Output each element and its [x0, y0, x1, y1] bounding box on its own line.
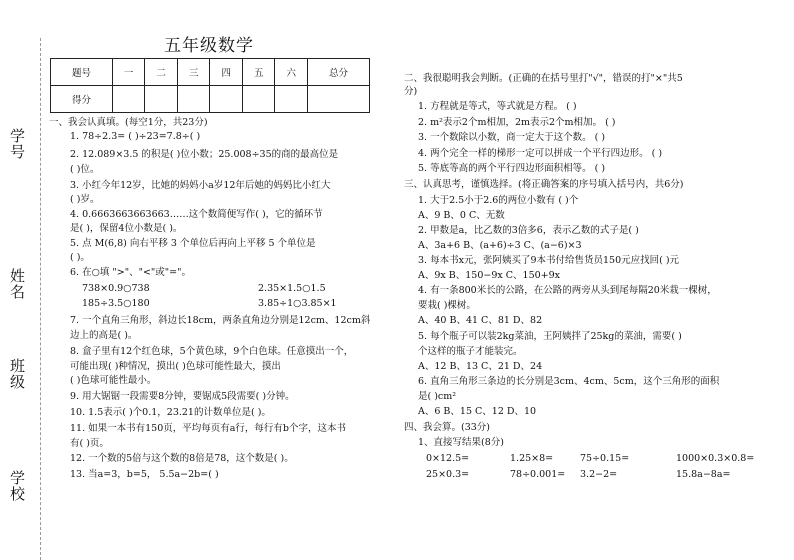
choice-question: 3. 每本书x元，张阿姨买了9本书付给售货员150元应找回( )元 [418, 255, 680, 266]
calc-item: 25×0.3= [426, 469, 470, 480]
score-row-label: 得分 [51, 86, 113, 113]
choice-options: A、9 B、0 C、无数 [418, 210, 505, 221]
section-2-heading-cont: 分) [404, 86, 418, 97]
calc-item: 0×12.5= [426, 453, 470, 464]
question-line: ( )色球可能性最小。 [70, 375, 157, 386]
compare-item: 2.35×1.5○1.5 [258, 283, 326, 294]
question-line: 1. 78÷2.3= ( )÷23=7.8÷( ) [70, 131, 201, 142]
choice-question: 是( )cm² [418, 391, 457, 402]
calc-item: 15.8a−8a= [676, 469, 731, 480]
question-line: 10. 1.5表示( )个0.1，23.21的计数单位是( )。 [70, 407, 271, 418]
school-label: 学校 [8, 470, 26, 502]
score-header-cell: 总分 [308, 59, 370, 86]
choice-options: A、6 B、15 C、12 D、10 [418, 406, 537, 417]
question-line: ( )岁。 [70, 194, 100, 205]
choice-question: 要栽( )棵树。 [418, 300, 476, 311]
compare-item: 3.85÷1○3.85×1 [258, 298, 337, 309]
choice-options: A、9x B、150−9x C、150+9x [418, 270, 561, 281]
student-number-label: 学号 [8, 128, 26, 160]
choice-question: 2. 甲数是a，比乙数的3倍多6，表示乙数的式子是( ) [418, 225, 639, 236]
question-line: 9. 用大锯锯一段需要8分钟，要锯成5段需要( )分钟。 [70, 391, 295, 402]
question-line: 3. 小红今年12岁，比她的妈妈小a岁12年后她的妈妈比小红大 [70, 180, 331, 191]
question-line: 5. 点 M(6,8) 向右平移 3 个单位后再向上平移 5 个单位是 [70, 238, 316, 249]
score-header-cell: 四 [210, 59, 243, 86]
question-line: 13. 当a=3，b=5， 5.5a−2b=( ) [70, 469, 219, 480]
choice-question: 4. 有一条800米长的公路，在公路的两旁从头到尾每隔20米栽一棵树， [418, 285, 717, 296]
judge-item: 3. 一个数除以小数，商一定大于这个数。 ( ) [418, 132, 606, 143]
judge-item: 5. 等底等高的两个平行四边形面积相等。 ( ) [418, 163, 606, 174]
question-line: 12. 一个数的5倍与这个数的8倍是78，这个数是( )。 [70, 453, 294, 464]
score-cell[interactable] [145, 86, 178, 113]
calc-item: 75÷0.15= [580, 453, 630, 464]
score-table [50, 58, 370, 113]
choice-question: 5. 每个瓶子可以装2kg菜油，王阿姨拌了25kg的菜油，需要( ) [418, 331, 682, 342]
score-header-cell: 五 [242, 59, 275, 86]
score-cell[interactable] [308, 86, 370, 113]
page-title: 五年级数学 [164, 36, 254, 56]
score-cell[interactable] [275, 86, 308, 113]
class-label: 班级 [8, 358, 26, 390]
score-header-cell: 二 [145, 59, 178, 86]
score-cell[interactable] [112, 86, 145, 113]
score-cell[interactable] [242, 86, 275, 113]
choice-options: A、40 B、41 C、81 D、82 [418, 315, 543, 326]
score-cell[interactable] [177, 86, 210, 113]
score-cell[interactable] [210, 86, 243, 113]
question-line: 4. 0.6663663663663……这个数简便写作( )，它的循环节 [70, 209, 323, 220]
calc-item: 1.25×8= [510, 453, 554, 464]
calc-item: 78÷0.001= [510, 469, 566, 480]
question-line: 7. 一个直角三角形，斜边长18cm，两条直角边分别是12cm、12cm斜 [70, 315, 371, 326]
calc-item: 1000×0.3×0.8= [676, 453, 755, 464]
judge-item: 2. m²表示2个m相加，2m表示2个m相加。 ( ) [418, 117, 616, 128]
score-header-cell: 三 [177, 59, 210, 86]
choice-question: 6. 直角三角形三条边的长分别是3cm、4cm、5cm，这个三角形的面积 [418, 376, 720, 387]
score-header-cell: 一 [112, 59, 145, 86]
question-line: 是( )，保留4位小数是( )。 [70, 223, 183, 234]
calc-item: 3.2−2= [580, 469, 618, 480]
score-header-cell: 题号 [51, 59, 113, 86]
question-line: 边上的高是( )。 [70, 330, 138, 341]
score-table-score-row [51, 86, 370, 113]
question-line: 8. 盒子里有12个红色球，5个黄色球，9个白色球。任意摸出一个， [70, 346, 354, 357]
section-2-heading: 二、我很聪明我会判断。(正确的在括号里打"√"，错误的打"×"共5 [404, 73, 683, 84]
question-line: 11. 如果一本书有150页，平均每页有a行，每行有b个字，这本书 [70, 423, 347, 434]
section-4-heading: 四、我会算。(33分) [404, 422, 491, 433]
choice-options: A、12 B、13 C、21 D、24 [418, 361, 543, 372]
judge-item: 4. 两个完全一样的梯形一定可以拼成一个平行四边形。 ( ) [418, 148, 663, 159]
binding-line [40, 38, 41, 560]
student-name-label: 姓名 [8, 268, 26, 300]
question-line: ( )。 [70, 252, 90, 263]
score-table-header-row [51, 59, 370, 86]
compare-item: 185÷3.5○180 [82, 298, 150, 309]
question-line: ( )位。 [70, 164, 100, 175]
question-line: 有( )页。 [70, 438, 109, 449]
choice-question: 个这样的瓶子才能装完。 [418, 346, 523, 357]
question-line: 可能出现( )种情况，摸出( )色球可能性最大，摸出 [70, 361, 281, 372]
subsection-heading: 1、直接写结果(8分) [418, 437, 505, 448]
compare-item: 738×0.9○738 [82, 283, 150, 294]
choice-question: 1. 大于2.5小于2.6的两位小数有 ( )个 [418, 195, 579, 206]
choice-options: A、3a+6 B、(a+6)÷3 C、(a−6)×3 [418, 240, 582, 251]
judge-item: 1. 方程就是等式，等式就是方程。 ( ) [418, 101, 577, 112]
question-line: 6. 在○填 ">"、"<"或"="。 [70, 267, 191, 278]
section-1-heading: 一、我会认真填。(每空1分，共23分) [49, 117, 208, 128]
question-line: 2. 12.089×3.5 的积是( )位小数；25.008÷35的商的最高位是 [70, 149, 339, 160]
section-3-heading: 三、认真思考，谨慎选择。(将正确答案的序号填入括号内，共6分) [404, 179, 684, 190]
score-header-cell: 六 [275, 59, 308, 86]
